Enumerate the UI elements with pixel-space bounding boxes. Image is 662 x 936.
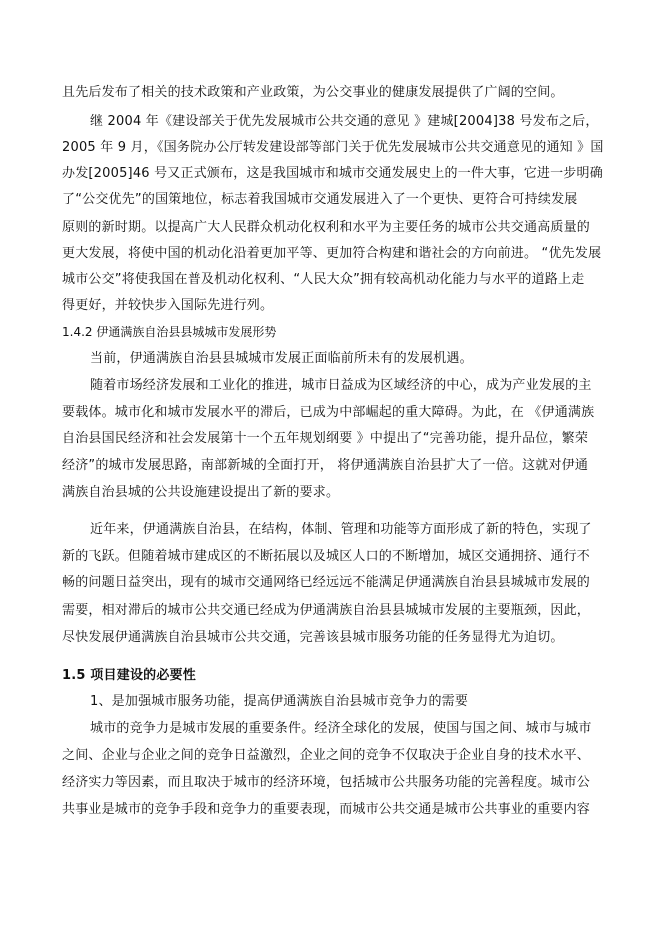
paragraph-line: 自治县国民经济和社会发展第十一个五年规划纲要 》中提出了“完善功能，提升品位，繁荣: [62, 431, 589, 446]
paragraph-line: 要载体。城市化和城市发展水平的滞后，已成为中部崛起的重大障碍。为此，在 《伊通满族: [62, 405, 595, 420]
paragraph-line: 更大发展，将使中国的机动化沿着更加平等、更加符合构建和谐社会的方向前进。 “优先发展: [62, 246, 602, 261]
paragraph-line: 随着市场经济发展和工业化的推进，城市日益成为区域经济的中心，成为产业发展的主: [90, 378, 592, 393]
paragraph-line: 之间、企业与企业之间的竞争日益激烈，企业之间的竞争不仅取决于企业自身的技术水平、: [62, 748, 591, 763]
paragraph-line: 城市的竞争力是城市发展的重要条件。经济全球化的发展，使国与国之间、城市与城市: [90, 721, 592, 736]
paragraph-line: 2005 年 9 月，《国务院办公厅转发建设部等部门关于优先发展城市公共交通意见的通知 》国: [62, 140, 604, 155]
paragraph-line: 经济实力等因素，而且取决于城市的经济环境，包括城市公共服务功能的完善程度。城市公: [62, 775, 591, 790]
paragraph-line: 办发[2005]46 号又正式颁布，这是我国城市和城市交通发展史上的一件大事，它进一步明确: [62, 166, 603, 181]
paragraph-line: 城市公交”将使我国在普及机动化权利、“人民大众”拥有较高机动化能力与水平的道路上走: [62, 272, 585, 287]
subsection-heading: 1.4.2 伊通满族自治县县城城市发展形势: [62, 325, 277, 339]
paragraph-line: 得更好，并较快步入国际先进行列。: [62, 298, 274, 313]
paragraph-line: 且先后发布了相关的技术政策和产业政策，为公交事业的健康发展提供了广阔的空间。: [62, 85, 564, 100]
list-item: 1、是加强城市服务功能，提高伊通满族自治县城市竞争力的需要: [90, 694, 469, 709]
paragraph-line: 需要，相对滞后的城市公共交通已经成为伊通满族自治县县城城市发展的主要瓶颈，因此，: [62, 603, 591, 618]
paragraph-line: 共事业是城市的竞争手段和竞争力的重要表现，而城市公共交通是城市公共事业的重要内容: [62, 802, 591, 817]
paragraph-line: 畅的问题日益突出，现有的城市交通网络已经远远不能满足伊通满族自治县县城城市发展的: [62, 575, 591, 590]
paragraph-line: 了“公交优先”的国策地位，标志着我国城市交通发展进入了一个更快、更符合可持续发展: [62, 192, 578, 207]
paragraph-line: 经济”的城市发展思路，南部新城的全面打开， 将伊通满族自治县扩大了一倍。这就对伊通: [62, 458, 589, 473]
paragraph-line: 新的飞跃。但随着城市建成区的不断拓展以及城区人口的不断增加，城区交通拥挤、通行不: [62, 549, 591, 564]
paragraph-line: 原则的新时期。以提高广大人民群众机动化权利和水平为主要任务的城市公共交通高质量的: [62, 220, 591, 235]
paragraph-line: 尽快发展伊通满族自治县城市公共交通，完善该县城市服务功能的任务显得尤为迫切。: [62, 630, 564, 645]
paragraph-line: 当前，伊通满族自治县县城城市发展正面临前所未有的发展机遇。: [90, 351, 473, 366]
paragraph-line: 近年来，伊通满族自治县，在结构，体制、管理和功能等方面形成了新的特色，实现了: [90, 522, 592, 537]
paragraph-line: 满族自治县城的公共设施建设提出了新的要求。: [62, 485, 340, 500]
section-heading: 1.5 项目建设的必要性: [62, 668, 196, 683]
paragraph-line: 继 2004 年《建设部关于优先发展城市公共交通的意见 》建城[2004]38 号发布之后，: [90, 114, 599, 129]
